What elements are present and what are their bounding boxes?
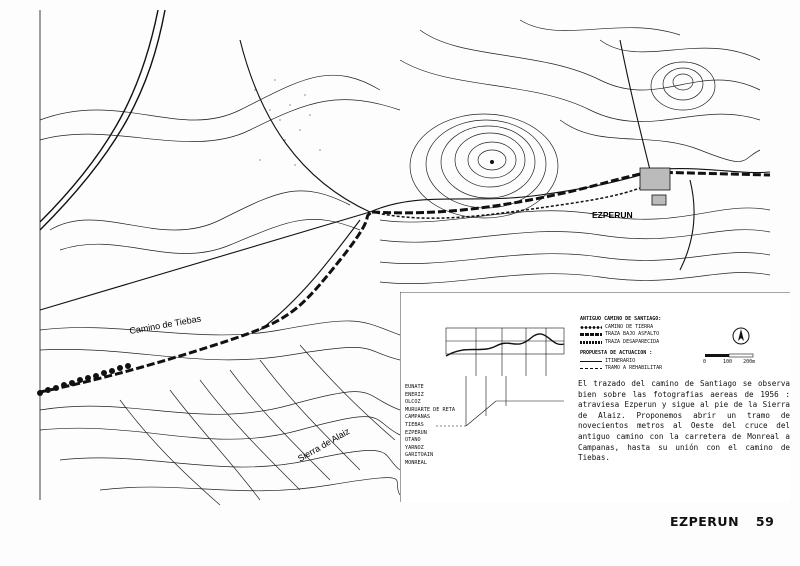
village-item: TIEBAS [405,421,424,428]
dashed-thin-symbol [580,368,602,369]
page-footer [670,514,774,529]
village-item: OLCOZ [405,399,421,406]
legend-title: ANTIGUO CAMINO DE SANTIAGO: [580,316,662,322]
solid-line-symbol [580,361,602,362]
scale-label-200m: 200m [743,359,756,365]
village-item: YARNOZ [405,444,424,451]
legend-item-tramo [580,365,740,373]
legend-label: TRAMO A REHABILITAR [605,365,663,371]
scale-label-0: 0 [703,359,707,365]
description-text [578,379,790,464]
label-camino-tiebas: Camino de Tiebas [128,313,202,336]
north-arrow-icon [731,326,751,346]
legend-item-desaparecida [580,339,740,347]
village-item: CAMPANAS [405,414,430,421]
village-item: ENERIZ [405,391,424,398]
scale-label-100: 100 [723,359,733,365]
legend-label: CAMINO DE TIERRA [605,323,654,330]
label-ezperun: EZPERUN [592,210,633,220]
ezperun-village [490,160,670,205]
page-number: 59 [755,514,775,529]
fine-dash-symbol [580,341,602,344]
village-item: MURUARTE DE RETA [405,406,455,413]
legend-label: TRAZA BAJO ASFALTO [605,331,660,337]
legend-item-camino-tierra [580,324,740,332]
village-item: OTANO [405,437,421,444]
description-paragraph: El trazado del camino de Santiago se observa bien sobre las fotografias aereas de 1956 : atraviesa Ezperun y sigue al pie de la Sierra de Alaiz. Proponemos abrir un tramo de novecientos metros al Oeste del cruce del antiguo camino con la carretera de Monreal a Campanas, hasta su unión con el camino de Tiebas. [578,379,790,463]
legend-label: TRAZA DESAPARECIDA [605,338,660,345]
profile-village-list [405,384,465,468]
motorway [40,10,165,230]
village-item: EUNATE [405,384,424,390]
legend-item-bajo-asfalto [580,331,740,339]
footer-section-title: EZPERUN [670,514,740,529]
stippled-terrain [254,79,320,165]
dotted-line-symbol [580,326,602,329]
legend-label: ITINERARIO [605,357,636,364]
scale-bar [703,353,763,365]
village-item: GARITOAIN [405,452,434,459]
dashed-line-symbol [580,333,602,336]
village-item: MONREAL [405,459,427,466]
label-sierra-alaiz: Sierra de Alaiz [296,426,352,464]
proposal-title: PROPUESTA DE ACTUACION : [580,350,653,356]
village-item: EZPERUN [405,429,427,436]
